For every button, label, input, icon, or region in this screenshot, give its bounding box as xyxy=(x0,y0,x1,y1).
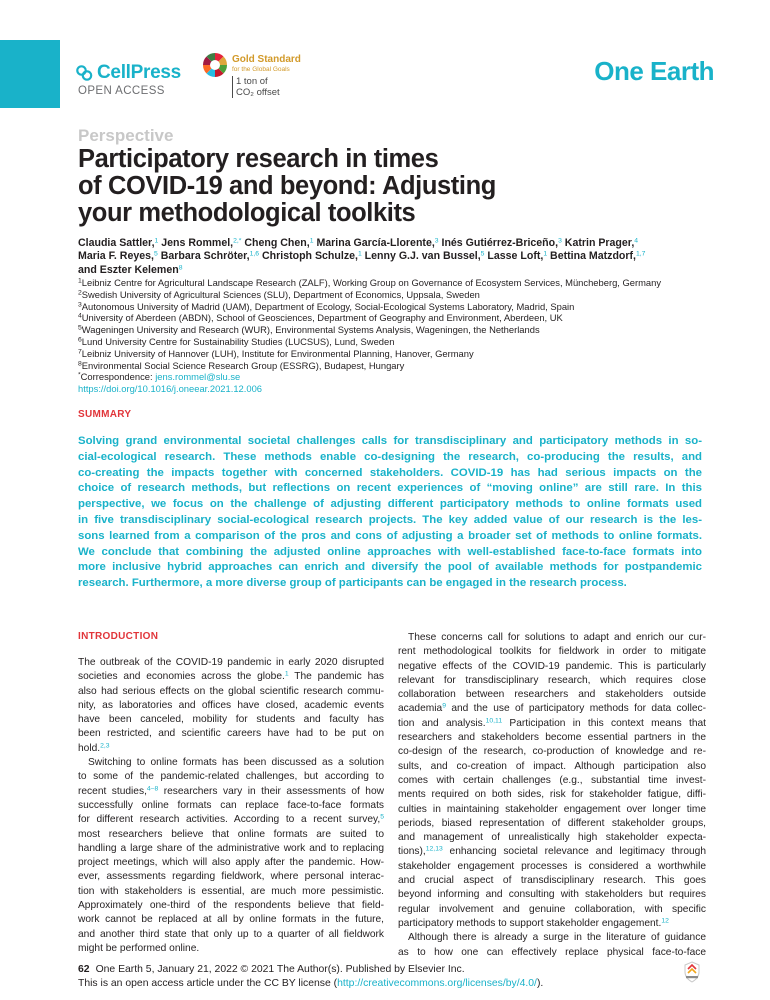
author-line xyxy=(78,250,698,263)
reference-citation[interactable]: 10,11 xyxy=(485,717,503,725)
summary-line: in five transdisciplinary social-ecological research projects. The key added value of our research is the les- xyxy=(78,513,702,526)
body-text-segment: Participation in this context means that xyxy=(502,717,706,729)
body-text-segment: These concerns call for solutions to adapt and enrich our cur- xyxy=(408,632,706,643)
body-text-line xyxy=(398,631,706,645)
author-affiliation-ref[interactable]: 1 xyxy=(154,237,159,245)
body-text-line xyxy=(398,845,706,859)
summary-line: co-creating the impacts together with concerned stakeholders. COVID-19 has had serious impacts on the xyxy=(78,466,702,479)
author-name: Claudia Sattler, xyxy=(78,237,155,249)
body-text-line xyxy=(78,899,384,913)
author-name: Lasse Loft, xyxy=(484,250,544,263)
body-text-line xyxy=(398,688,706,702)
reference-citation[interactable]: 4–8 xyxy=(146,785,159,793)
body-text-segment: academia xyxy=(398,703,443,715)
affiliation-item xyxy=(78,277,718,289)
body-text-line xyxy=(78,670,384,684)
publisher-name: CellPress xyxy=(97,62,181,83)
body-text-segment: negative effects of the COVID-19 pandemic. This is particularly xyxy=(398,660,706,672)
body-text-line xyxy=(78,685,384,699)
summary-line: We conclude that combining the adjusted online approaches with well-established face-to-face formats into xyxy=(78,545,702,558)
author-affiliation-ref[interactable]: 5 xyxy=(153,250,158,258)
summary-abstract xyxy=(78,434,702,592)
body-text-line xyxy=(78,842,384,856)
author-name: Jens Rommel, xyxy=(158,237,234,249)
author-line xyxy=(78,237,698,250)
author-line xyxy=(78,264,698,277)
author-name: Katrin Prager, xyxy=(561,237,635,249)
license-link[interactable]: http://creativecommons.org/licenses/by/4.0/ xyxy=(337,978,537,989)
body-text-line xyxy=(398,645,706,659)
affiliation-text: Environmental Social Science Research Group (ESSRG), Budapest, Hungary xyxy=(81,359,405,371)
body-text-line xyxy=(78,713,384,727)
body-text-line xyxy=(398,888,706,902)
body-text-segment: to some of the pandemic-related challenges, but according to xyxy=(78,771,384,783)
body-text-segment: and the use of participatory methods for data collec- xyxy=(445,703,706,715)
cellpress-mark-icon xyxy=(76,65,93,81)
citation-text: One Earth 5, January 21, 2022 © 2021 The Author(s). Published by Elsevier Inc. xyxy=(95,964,465,975)
correspondence-email-link[interactable]: jens.rommel@slu.se xyxy=(155,371,241,383)
summary-line: perspective, we focus on the challenge of adjusting different participatory methods to online formats used xyxy=(78,498,702,511)
author-affiliation-ref[interactable]: 1,7 xyxy=(635,250,646,258)
body-text-segment: sults, and co-creation of impact. Although participation also xyxy=(398,760,706,772)
body-column-right xyxy=(398,631,706,960)
body-text-segment: ments required on both sides, risk for stakeholder fatigue, diffi- xyxy=(398,789,706,801)
body-text-line xyxy=(398,788,706,802)
cellpress-logo[interactable] xyxy=(76,62,181,97)
title-line: your methodological toolkits xyxy=(78,199,416,227)
journal-name[interactable]: One Earth xyxy=(594,56,714,86)
author-affiliation-ref[interactable]: 1 xyxy=(309,237,314,245)
affiliation-number: 2 xyxy=(78,289,82,297)
body-text-line xyxy=(78,656,384,670)
body-text-segment: collaboration between researchers and stakeholders outside xyxy=(398,689,706,701)
body-text-segment: have been canceled, mobility for students and faculty has xyxy=(78,714,384,726)
body-text-segment: beyond informing and consulting with stakeholders but requires xyxy=(398,889,706,901)
body-text-line xyxy=(398,660,706,674)
body-text-segment: handling a large share of the administrative work and to replacing xyxy=(78,842,384,854)
summary-line: cial-ecological research. These methods enable co-designing the research, co-producing the results, and xyxy=(78,450,702,463)
body-text-line xyxy=(398,702,706,716)
author-name: Inés Gutiérrez-Briceño, xyxy=(438,237,559,249)
body-text-segment: work cannot be replaced at all by online formats in the future, xyxy=(78,914,384,926)
body-text-segment: recent studies, xyxy=(78,785,147,797)
body-text-segment: comes with certain challenges (e.g., substantial time invest- xyxy=(398,774,706,786)
body-text-segment: researchers vary in their assessments of how xyxy=(158,785,384,797)
footer-license xyxy=(78,978,543,989)
affiliation-number: 4 xyxy=(78,312,82,320)
offset-line-2: CO₂ offset xyxy=(232,87,280,98)
author-affiliation-ref[interactable]: 8 xyxy=(178,264,183,272)
body-text-segment: tions), xyxy=(398,846,426,858)
body-text-segment: nity, as laboratories and offices have closed, academic events xyxy=(78,699,384,711)
summary-line: Solving grand environmental societal challenges calls for transdisciplinary and participatory methods in so- xyxy=(78,435,702,447)
affiliation-list xyxy=(78,277,718,395)
body-text-line xyxy=(398,931,706,945)
article-title xyxy=(78,146,638,227)
gold-standard-subtitle: for the Global Goals xyxy=(232,66,290,73)
reference-citation[interactable]: 12,13 xyxy=(425,845,443,853)
body-text-segment: and another third state that only up to a quarter of all fieldwork xyxy=(78,928,384,940)
correspondence-mark: * xyxy=(78,371,81,379)
body-text-line xyxy=(78,913,384,927)
body-text-segment: most researchers believe that online formats are suited to xyxy=(78,828,384,840)
body-text-segment: project meetings, which will also apply after the pandemic. How- xyxy=(78,857,384,869)
affiliation-text: University of Aberdeen (ABDN), School of Geosciences, Department of Geography and Environment, Aberdeen, UK xyxy=(81,312,563,324)
body-text-segment: rent methodological toolkits for fieldwork in order to mitigate xyxy=(398,646,706,658)
reference-citation[interactable]: 12 xyxy=(661,917,669,925)
body-text-segment: enhancing societal relevance and legitimacy through xyxy=(442,846,706,858)
body-text-line xyxy=(398,803,706,817)
body-text-segment: The pandemic has xyxy=(288,671,384,683)
affiliation-item xyxy=(78,324,718,336)
body-text-line xyxy=(398,817,706,831)
affiliation-text: Wageningen University and Research (WUR), Environmental Systems Analysis, Wageningen, the Netherlands xyxy=(81,324,540,336)
author-name: Marina García-Llorente, xyxy=(313,237,435,249)
author-name: Bettina Matzdorf, xyxy=(547,250,636,263)
author-affiliation-ref[interactable]: 3 xyxy=(558,237,562,245)
body-text-segment: co-design of the research, co-production of knowledge and re- xyxy=(398,746,706,758)
body-text-segment: researchers and stakeholders become essential partners in the xyxy=(398,732,706,744)
author-name: Cheng Chen, xyxy=(241,237,310,249)
body-text-line xyxy=(78,770,384,784)
body-text-line xyxy=(398,903,706,917)
body-text-segment: and management of unrealistically high stakeholder expecta- xyxy=(398,832,706,844)
title-line: Participatory research in times xyxy=(78,145,439,173)
affiliation-item xyxy=(78,312,718,324)
affiliation-text: Leibniz University of Hannover (LUH), Institute for Environmental Planning, Hanover, Germany xyxy=(81,347,474,359)
article-type-label: Perspective xyxy=(78,126,174,145)
body-text-segment: ever, assessments regarding fieldwork, where personal interac- xyxy=(78,871,384,883)
body-text-segment: The outbreak of the COVID-19 pandemic in early 2020 disrupted xyxy=(78,657,384,668)
reference-citation[interactable]: 2,3 xyxy=(100,742,110,750)
correspondence-label: Correspondence: xyxy=(80,371,156,383)
affiliation-item xyxy=(78,301,718,313)
gold-standard-title: Gold Standard xyxy=(232,54,301,65)
author-name: and Eszter Kelemen xyxy=(78,263,179,276)
affiliation-text: Autonomous University of Madrid (UAM), Department of Ecology, Social-Ecological Systems Laboratory, Madrid, Spain xyxy=(81,300,575,312)
body-text-segment: hold. xyxy=(78,742,101,754)
offset-line-1: 1 ton of xyxy=(232,76,268,87)
body-text-line xyxy=(78,885,384,899)
body-text-segment: for different research activities. According to a recent survey, xyxy=(78,814,381,826)
correspondence-line xyxy=(78,371,718,383)
affiliation-item xyxy=(78,348,718,360)
title-line: of COVID-19 and beyond: Adjusting xyxy=(78,172,496,200)
affiliation-number: 3 xyxy=(78,301,82,309)
author-name: Maria F. Reyes, xyxy=(78,250,154,263)
sdg-wheel-icon xyxy=(202,52,228,78)
open-access-label: OPEN ACCESS xyxy=(78,85,165,97)
author-affiliation-ref[interactable]: 4 xyxy=(634,237,639,245)
body-text-line xyxy=(78,942,384,956)
body-text-segment: and crucial aspect of transdisciplinary research. This goes xyxy=(398,875,706,887)
affiliation-item xyxy=(78,336,718,348)
footer-citation xyxy=(78,964,465,975)
body-text-segment: been restricted, and scientific careers have had to be put on xyxy=(78,728,384,740)
author-list xyxy=(78,237,698,277)
check-for-updates-badge[interactable] xyxy=(683,961,701,983)
body-text-line xyxy=(78,785,384,799)
body-text-segment: as to how one can effectively replace physical face-to-face xyxy=(398,946,706,958)
body-text-line xyxy=(78,742,384,756)
body-text-line xyxy=(398,674,706,688)
summary-line: more inclusive hybrid approaches can enrich and diversify the pool of available methods for postpandemic xyxy=(78,561,702,574)
body-text-segment: regular involvement and genuine collaboration, with specific xyxy=(398,903,706,915)
author-name: Christoph Schulze, xyxy=(259,250,358,263)
teal-corner-bar xyxy=(0,40,60,108)
body-text-segment: periods, biased representation of different stakeholder groups, xyxy=(398,817,706,829)
body-text-line xyxy=(78,756,384,770)
body-text-segment: Switching to online formats has been discussed as a solution xyxy=(88,757,384,769)
body-text-segment: also had serious effects on the global scientific research commu- xyxy=(78,685,384,697)
author-affiliation-ref[interactable]: 1,6 xyxy=(249,250,260,258)
body-text-line xyxy=(398,774,706,788)
author-affiliation-ref[interactable]: 3 xyxy=(434,237,439,245)
body-text-segment: successfully online formats can replace face-to-face formats xyxy=(78,799,384,811)
affiliation-text: Leibniz Centre for Agricultural Landscape Research (ZALF), Working Group on Governance of Ecosystem Services, Müncheberg, Germany xyxy=(81,277,662,288)
license-suffix: ). xyxy=(536,978,544,989)
body-text-line xyxy=(398,874,706,888)
license-prefix: This is an open access article under the CC BY license ( xyxy=(78,978,338,989)
body-text-segment: Approximately one-third of the respondents believe that field- xyxy=(78,900,384,912)
affiliation-text: Swedish University of Agricultural Sciences (SLU), Department of Economics, Uppsala, Sweden xyxy=(81,288,480,300)
body-text-line xyxy=(398,717,706,731)
reference-citation[interactable]: 1 xyxy=(284,670,289,678)
affiliation-number: 5 xyxy=(78,324,82,332)
author-name: Barbara Schröter, xyxy=(157,250,250,263)
body-text-line xyxy=(398,831,706,845)
affiliation-item xyxy=(78,289,718,301)
body-text-line xyxy=(78,799,384,813)
affiliation-number: 1 xyxy=(78,277,82,285)
author-name: Lenny G.J. van Bussel, xyxy=(361,250,481,263)
affiliation-number: 8 xyxy=(78,360,82,368)
author-affiliation-ref[interactable]: 1 xyxy=(543,250,548,258)
body-text-segment: relevant for transdisciplinary research, which requires close xyxy=(398,674,706,686)
affiliation-number: 6 xyxy=(78,336,82,344)
body-text-line xyxy=(78,813,384,827)
author-affiliation-ref[interactable]: 5 xyxy=(480,250,485,258)
body-text-segment: societies and economies across the globe. xyxy=(78,671,285,683)
body-text-segment: Although there is already a surge in the literature of guidance xyxy=(408,932,706,944)
summary-heading: SUMMARY xyxy=(78,409,132,420)
author-affiliation-ref[interactable]: 1 xyxy=(357,250,362,258)
introduction-heading: INTRODUCTION xyxy=(78,631,159,642)
affiliation-item xyxy=(78,360,718,372)
reference-citation[interactable]: 9 xyxy=(442,702,446,710)
page-number: 62 xyxy=(78,964,90,975)
body-text-segment: culties in maintaining stakeholder engagement over longer time xyxy=(398,803,706,815)
body-text-segment: stakeholder engagement processes is considered a worthwhile xyxy=(398,860,706,872)
body-text-line xyxy=(398,946,706,960)
body-text-line xyxy=(398,917,706,931)
body-text-segment: participatory methods to support stakeholder engagement. xyxy=(398,917,662,929)
affiliation-text: Lund University Centre for Sustainability Studies (LUCSUS), Lund, Sweden xyxy=(81,335,395,347)
body-text-segment: might be performed online. xyxy=(78,942,200,954)
body-text-line xyxy=(398,860,706,874)
check-for-updates-icon xyxy=(683,961,701,983)
body-text-line xyxy=(398,731,706,745)
body-text-line xyxy=(398,745,706,759)
body-text-segment: tion and analysis. xyxy=(398,717,486,729)
body-text-line xyxy=(78,870,384,884)
summary-line: research. Furthermore, a more diverse group of participants can be engaged in the research process. xyxy=(78,577,627,590)
summary-line: sons learned from a comparison of the pros and cons of adjusting a broader set of methods to online formats. xyxy=(78,529,702,542)
summary-line: choice of research methods, but reflections on recent experiences of “moving online” are still rare. In this xyxy=(78,482,702,495)
author-affiliation-ref[interactable]: 2,* xyxy=(233,237,242,245)
body-text-line xyxy=(78,699,384,713)
body-text-line xyxy=(78,856,384,870)
reference-citation[interactable]: 5 xyxy=(380,813,384,821)
body-text-line xyxy=(78,828,384,842)
affiliation-number: 7 xyxy=(78,348,82,356)
body-text-line xyxy=(78,727,384,741)
body-text-segment: tion with stakeholders is essential, are much more pessimistic. xyxy=(78,885,384,897)
body-text-line xyxy=(78,928,384,942)
body-text-line xyxy=(398,760,706,774)
doi-link[interactable]: https://doi.org/10.1016/j.oneear.2021.12.006 xyxy=(78,383,263,395)
body-column-left xyxy=(78,656,384,956)
